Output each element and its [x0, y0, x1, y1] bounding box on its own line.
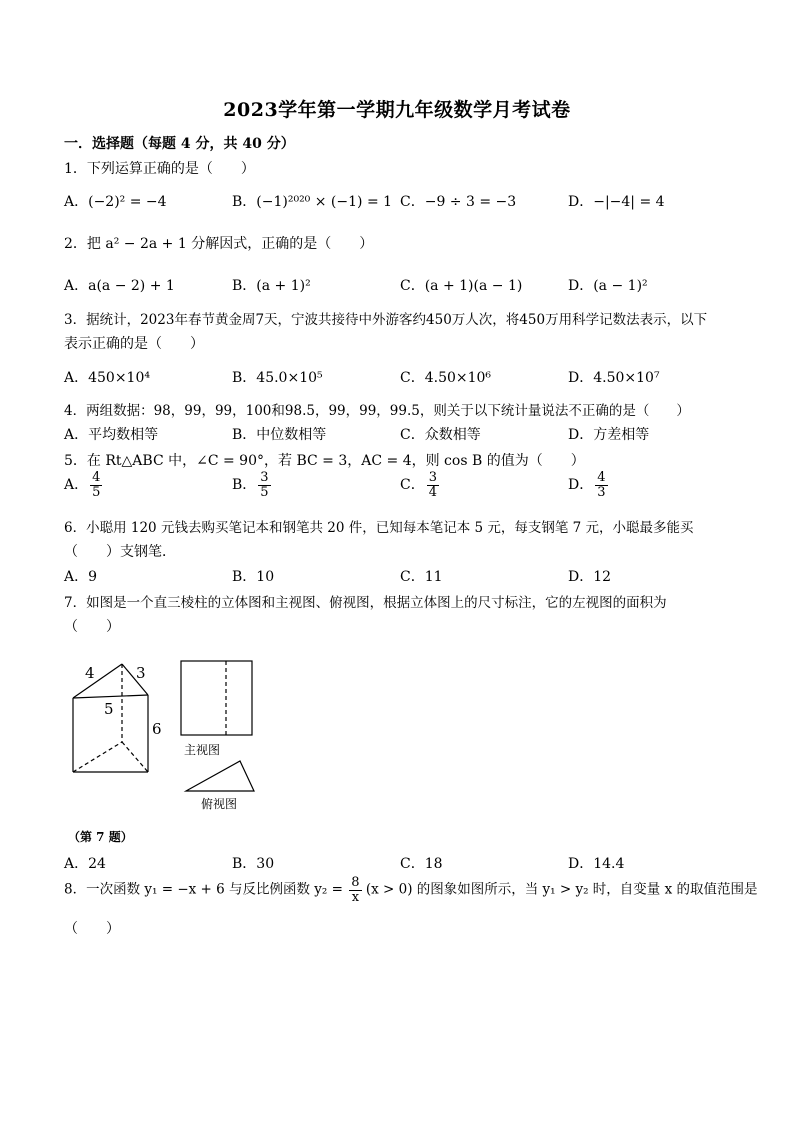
- q5-d-denominator: 3: [597, 484, 606, 500]
- q5-option-d: [568, 471, 608, 499]
- q1-option-c: C．−9 ÷ 3 = −3: [400, 194, 517, 210]
- q2-stem: 2．把 a² − 2a + 1 分解因式，正确的是（ ）: [64, 236, 374, 252]
- dim-label-6: 6: [152, 720, 162, 738]
- q6-stem-line1: 6．小聪用 120 元钱去购买笔记本和钢笔共 20 件，已知每本笔记本 5 元，每支钢笔 7 元，小聪最多能买: [64, 520, 694, 536]
- q5-option-b-fraction: [258, 471, 270, 499]
- q3-option-b: B．45.0×10⁵: [232, 370, 323, 386]
- prism-top-edge-front: [73, 695, 148, 698]
- q7-option-d: D．14.4: [568, 856, 625, 872]
- q5-b-denominator: 5: [260, 484, 269, 500]
- q6-option-d: D．12: [568, 569, 612, 585]
- q7-option-b: B．30: [232, 856, 275, 872]
- q4-option-a: A．平均数相等: [64, 427, 159, 443]
- prism-hidden-bottom-left: [73, 742, 122, 772]
- q5-b-numerator: 3: [260, 470, 269, 485]
- q2-option-d: D．(a − 1)²: [568, 278, 648, 294]
- q6-option-b: B．10: [232, 569, 275, 585]
- q5-stem: 5．在 Rt△ABC 中，∠C = 90°，若 BC = 3，AC = 4，则 cos B 的值为（ ）: [64, 453, 585, 469]
- q5-option-a-label: A．: [64, 477, 89, 494]
- q8-stem-part1: 8．一次函数 y₁ = −x + 6 与反比例函数 y₂ =: [64, 881, 343, 898]
- q1-option-b: B．(−1)²⁰²⁰ × (−1) = 1: [232, 194, 393, 210]
- q4-option-b: B．中位数相等: [232, 427, 327, 443]
- exam-title: 2023学年第一学期九年级数学月考试卷: [223, 99, 571, 121]
- q4-option-d: D．方差相等: [568, 427, 650, 443]
- q8-stem-part2: (x > 0) 的图象如图所示，当 y₁ > y₂ 时，自变量 x 的取值范围是: [365, 881, 758, 898]
- q8-stem-line1: [64, 876, 758, 904]
- q5-option-c-fraction: [427, 471, 439, 499]
- q4-stem: 4．两组数据：98，99，99，100和98.5，99，99，99.5，则关于以下统计量说法不正确的是（ ）: [64, 403, 690, 419]
- q5-c-denominator: 4: [428, 484, 437, 500]
- front-view-drawing: [181, 661, 252, 735]
- q7-option-c: C．18: [400, 856, 443, 872]
- q8-stem-line2: （ ）: [64, 921, 120, 937]
- q7-stem-line2: （ ）: [64, 619, 120, 635]
- q5-a-denominator: 5: [92, 484, 101, 500]
- q1-stem: 1．下列运算正确的是（ ）: [64, 161, 255, 177]
- q3-option-a: A．450×10⁴: [64, 370, 150, 386]
- q6-option-a: A．9: [64, 569, 98, 585]
- q5-a-numerator: 4: [92, 470, 101, 485]
- q7-option-a: A．24: [64, 856, 106, 872]
- dim-label-3: 3: [136, 664, 146, 682]
- top-view-label: 俯视图: [201, 797, 238, 811]
- q2-option-c: C．(a + 1)(a − 1): [400, 278, 523, 294]
- top-view-drawing: [186, 761, 254, 791]
- prism-hidden-bottom-right: [122, 742, 148, 772]
- q3-stem-line2: 表示正确的是（ ）: [64, 336, 204, 352]
- q5-option-a-fraction: [90, 471, 102, 499]
- section-heading: 一．选择题（每题 4 分，共 40 分）: [64, 136, 295, 152]
- q7-figure: [60, 652, 310, 822]
- q5-option-b-label: B．: [232, 477, 257, 494]
- q8-fraction: [349, 876, 361, 904]
- q8-frac-numerator: 8: [351, 875, 360, 890]
- q2-option-a: A．a(a − 2) + 1: [64, 278, 175, 294]
- q8-frac-denominator: x: [351, 889, 360, 905]
- q4-option-c: C．众数相等: [400, 427, 481, 443]
- q5-option-a: [64, 471, 102, 499]
- q1-option-a: A．(−2)² = −4: [64, 194, 167, 210]
- dim-label-4: 4: [85, 664, 95, 682]
- q3-option-c: C．4.50×10⁶: [400, 370, 492, 386]
- q5-option-d-label: D．: [568, 477, 594, 494]
- q2-option-b: B．(a + 1)²: [232, 278, 311, 294]
- q7-stem-line1: 7．如图是一个直三棱柱的立体图和主视图、俯视图，根据立体图上的尺寸标注，它的左视图的面积为: [64, 595, 667, 611]
- prism-top-edge-left: [73, 664, 122, 698]
- q3-option-d: D．4.50×10⁷: [568, 370, 660, 386]
- q7-figure-caption: （第 7 题）: [68, 830, 133, 844]
- q5-option-d-fraction: [595, 471, 607, 499]
- front-view-label: 主视图: [184, 743, 221, 757]
- q5-option-b: [232, 471, 271, 499]
- q5-c-numerator: 3: [428, 470, 437, 485]
- q6-stem-line2: （ ）支钢笔．: [64, 544, 176, 560]
- q5-d-numerator: 4: [597, 470, 606, 485]
- q6-option-c: C．11: [400, 569, 443, 585]
- q5-option-c: [400, 471, 439, 499]
- dim-label-5: 5: [104, 700, 114, 718]
- q1-option-d: D．−|−4| = 4: [568, 194, 665, 210]
- q3-stem-line1: 3．据统计，2023年春节黄金周7天，宁波共接待中外游客约450万人次，将450万用科学记数法表示，以下: [64, 312, 708, 328]
- q5-option-c-label: C．: [400, 477, 425, 494]
